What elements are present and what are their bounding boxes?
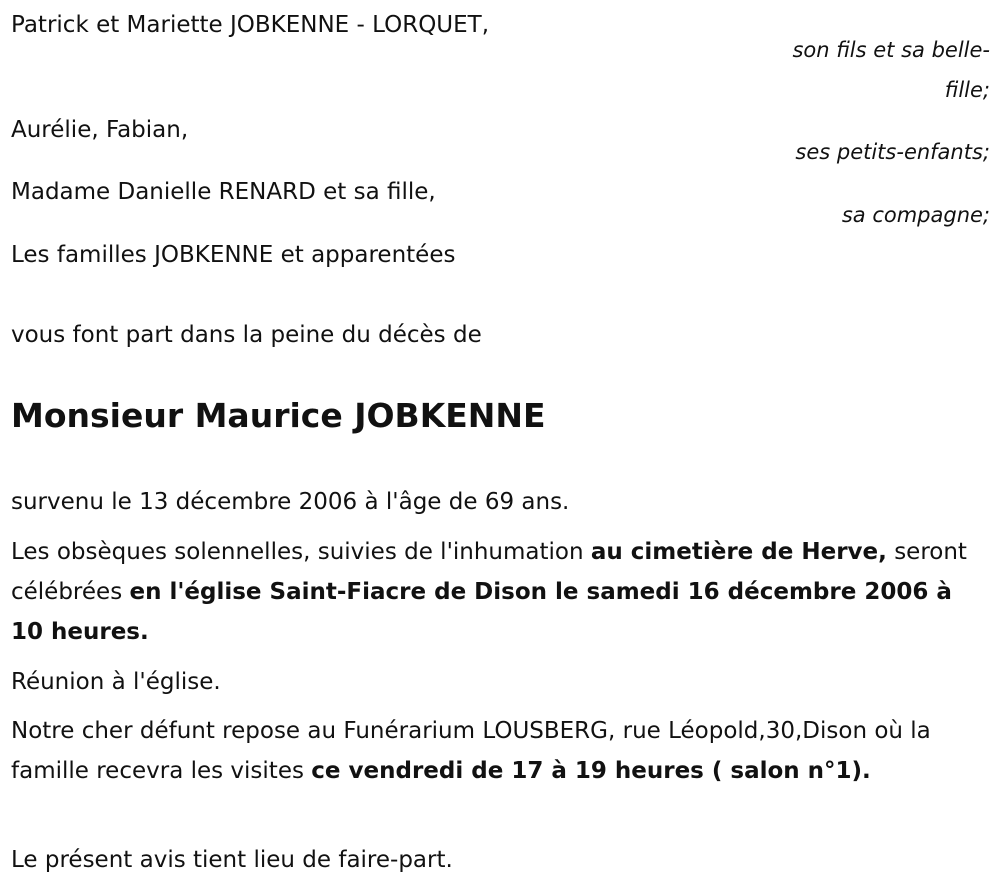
meeting-info: Réunion à l'église. [11,669,221,695]
visitation-text: Notre cher défunt repose au Funérarium LOUSBERG, rue Léopold,30,Dison où la famille recevra les visites [11,718,931,784]
funeral-text-1: Les obsèques solennelles, suivies de l'inhumation [11,539,591,565]
family-line-companion: Madame Danielle RENARD et sa fille, [11,179,436,205]
family-line-relatives: Les familles JOBKENNE et apparentées [11,242,456,268]
deceased-name: Monsieur Maurice JOBKENNE [11,396,546,435]
funeral-text-2: seront célébrées [11,539,967,605]
funeral-details [11,532,986,652]
relation-son-line-1: son fils et sa belle- [792,38,990,62]
relation-son-line-2: fille; [944,78,990,102]
visitation-details [11,711,986,791]
closing-note: Le présent avis tient lieu de faire-part. [11,847,453,873]
announcement-intro: vous font part dans la peine du décès de [11,322,482,348]
visitation-hours: ce vendredi de 17 à 19 heures ( salon n°1). [311,758,871,784]
death-info: survenu le 13 décembre 2006 à l'âge de 69 ans. [11,489,570,515]
family-line-son: Patrick et Mariette JOBKENNE - LORQUET, [11,12,490,38]
funeral-cemetery: au cimetière de Herve, [590,539,887,565]
funeral-church-date: en l'église Saint-Fiacre de Dison le samedi 16 décembre 2006 à 10 heures. [11,579,952,645]
family-line-grandchildren: Aurélie, Fabian, [11,117,189,143]
relation-companion: sa compagne; [841,203,990,227]
relation-grandchildren: ses petits-enfants; [795,140,990,164]
relation-son [792,30,990,110]
